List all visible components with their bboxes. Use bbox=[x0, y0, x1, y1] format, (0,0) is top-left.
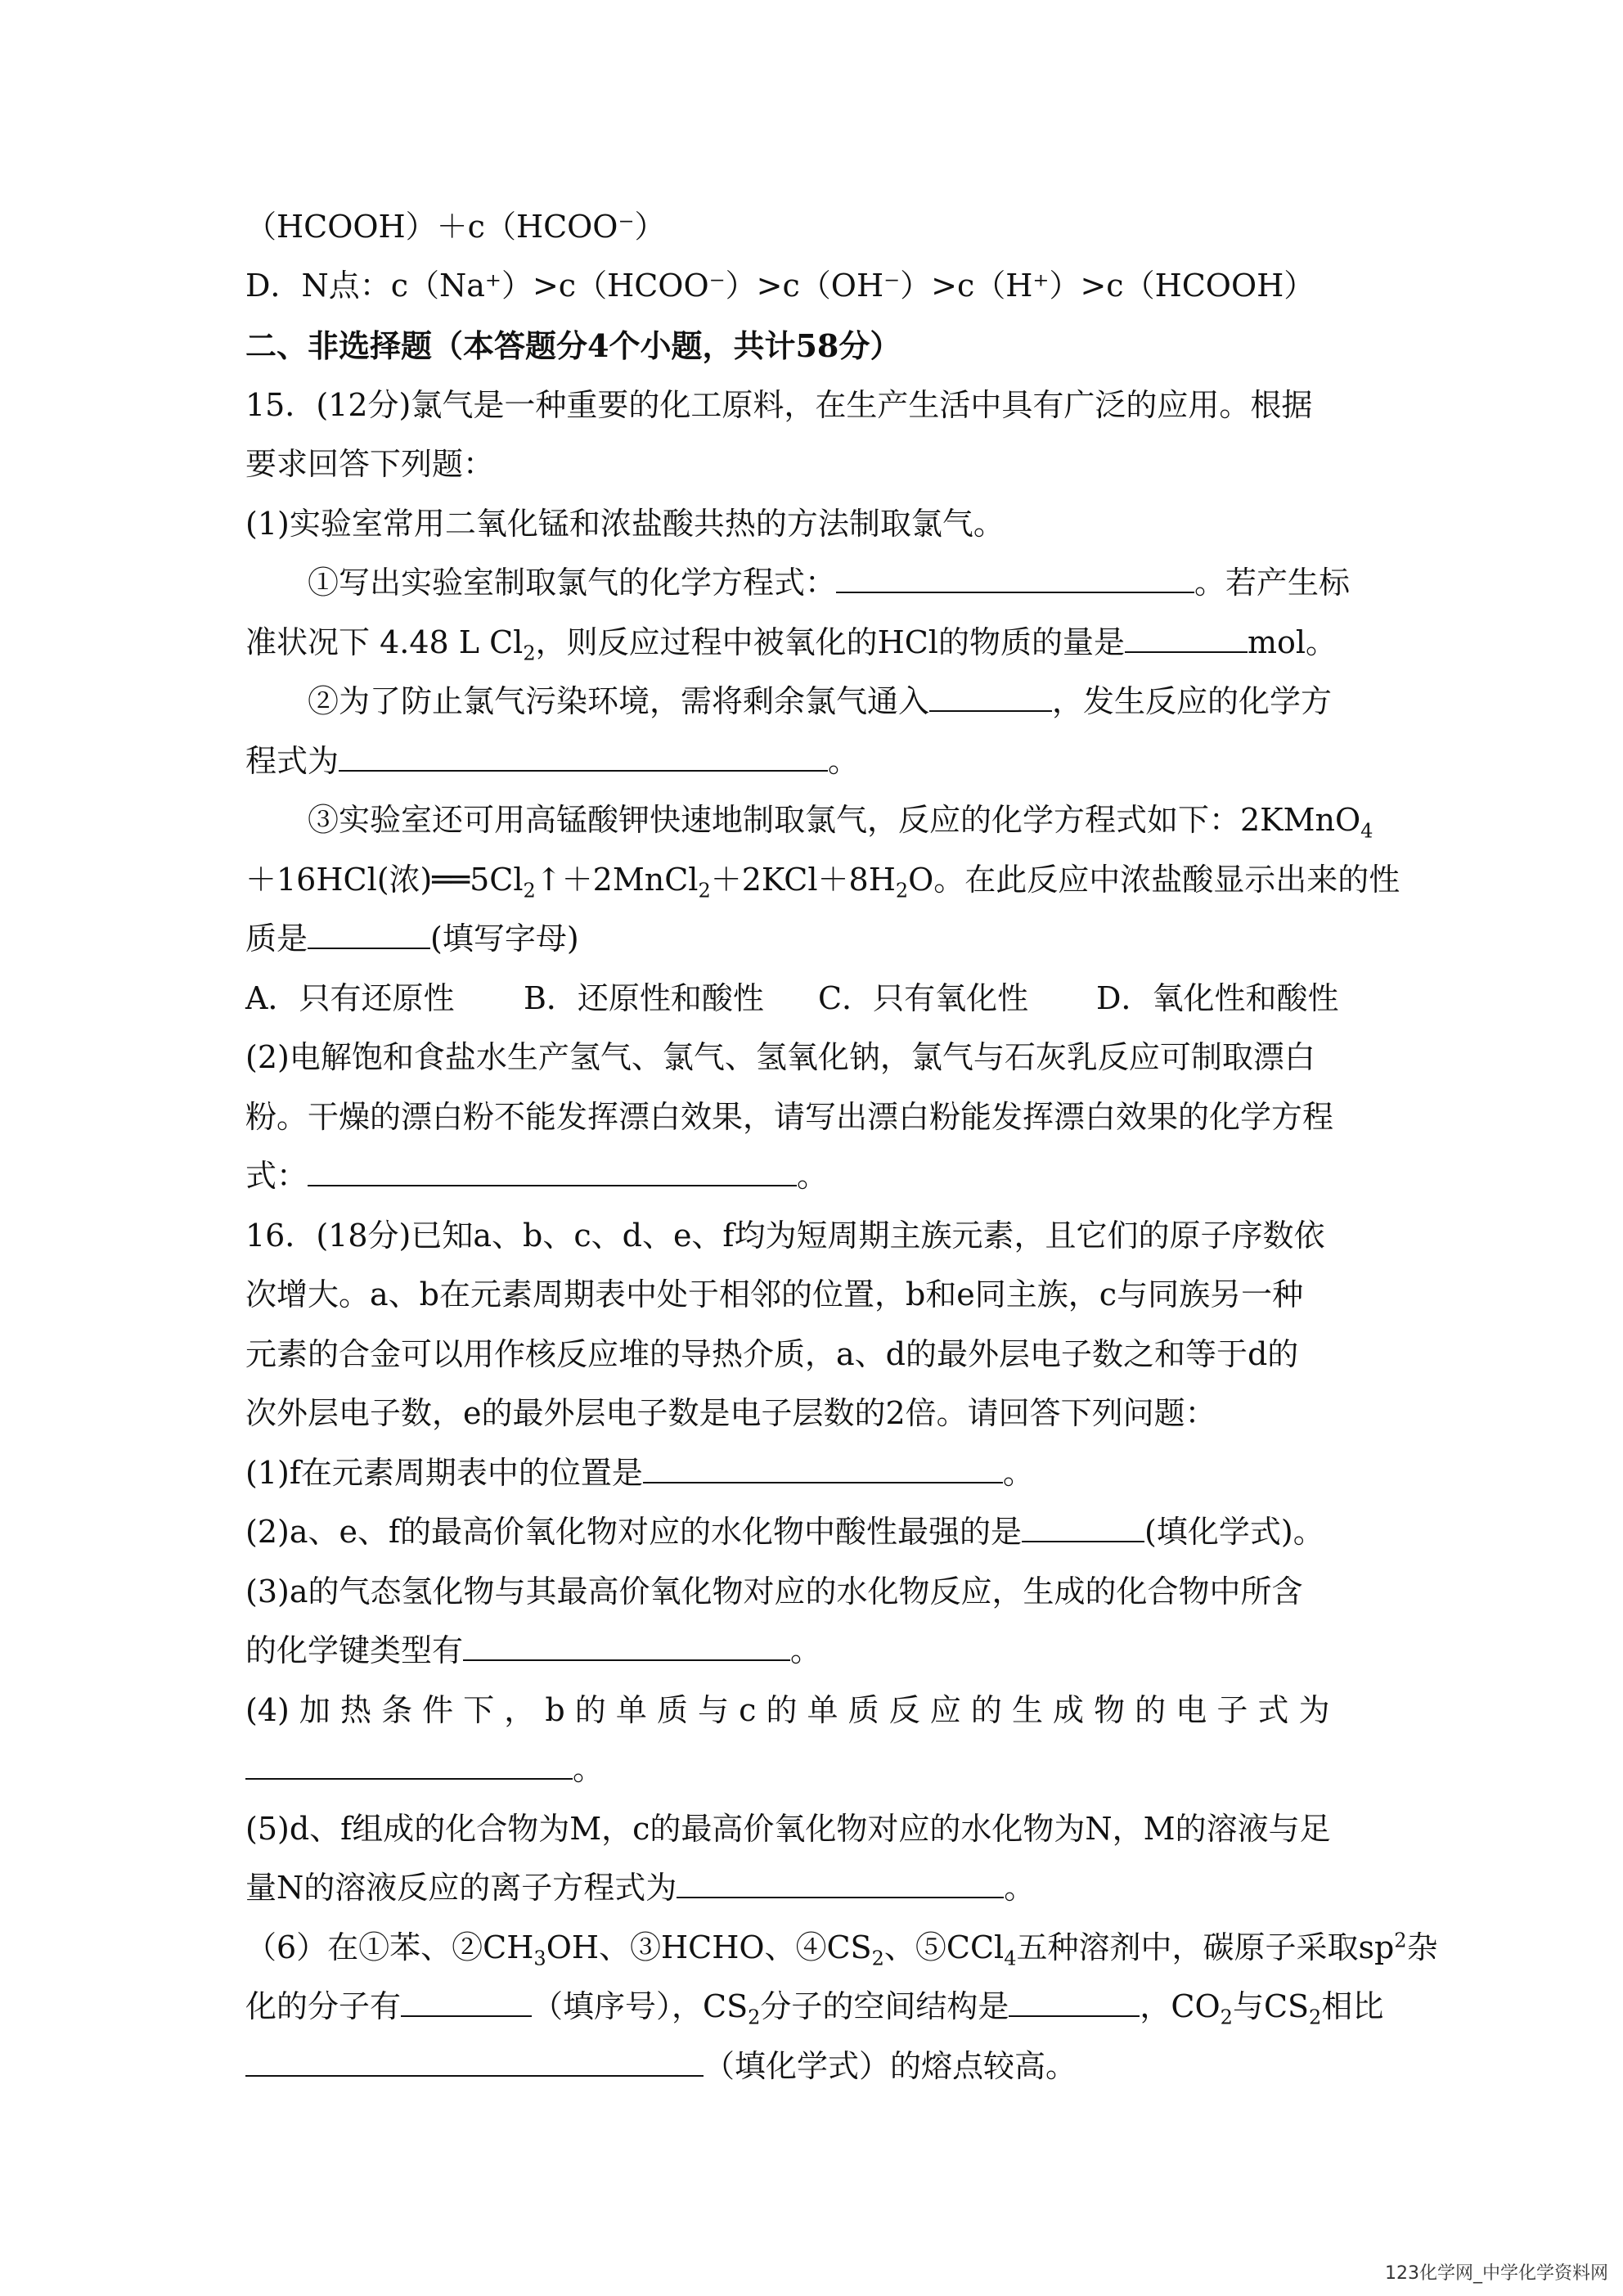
answer-blank-shape[interactable] bbox=[1009, 1986, 1140, 2017]
q16-part3-line2 bbox=[245, 1630, 1382, 1671]
answer-blank-property[interactable] bbox=[308, 918, 430, 949]
q16-part2 bbox=[245, 1511, 1382, 1552]
q16-part5-line1: (5)d、f组成的化合物为M，c的最高价氧化物对应的水化物为N，M的溶液与足 bbox=[245, 1811, 1331, 1847]
q16-part4-line1: (4) 加 热 条 件 下 ， b 的 单 质 与 c 的 单 质 反 应 的 生 成 物 的 电 子 式 为 bbox=[245, 1692, 1330, 1728]
q15-sub3-text-f: 质是 bbox=[245, 921, 308, 957]
q15-sub2-line1 bbox=[245, 681, 1382, 722]
answer-blank-position[interactable] bbox=[643, 1452, 1003, 1483]
q15-sub1-text-a: ①写出实验室制取氯气的化学方程式： bbox=[308, 565, 837, 601]
q16-part6-line1 bbox=[245, 1927, 1438, 1970]
option-b[interactable]: B．还原性和酸性 bbox=[524, 980, 764, 1016]
q15-sub1-text-d: ，则反应过程中被氧化的HCl的物质的量是 bbox=[535, 624, 1125, 660]
answer-blank-strongest-acid[interactable] bbox=[1022, 1511, 1144, 1542]
q16-part5-text-b: 量N的溶液反应的离子方程式为 bbox=[245, 1870, 677, 1906]
section-title: 二、非选择题（本答题分4个小题，共计58分） bbox=[245, 327, 901, 364]
q16-part1-text-b: 。 bbox=[1002, 1455, 1034, 1491]
q16-part6-text-c: 、⑤CCl bbox=[883, 1929, 1005, 1965]
q16-part1-text-a: (1)f在元素周期表中的位置是 bbox=[245, 1455, 643, 1491]
q16-part6-text-g: （填序号），CS bbox=[532, 1988, 749, 2024]
q15-part2-text-d: 。 bbox=[797, 1158, 829, 1194]
q15-sub2-text-c: 程式为 bbox=[245, 743, 339, 779]
q15-sub3-text-c: ↑＋2MnCl bbox=[535, 862, 699, 898]
q16-part6-text-b: OH、③HCHO、④CS bbox=[546, 1929, 872, 1965]
subscript: 4 bbox=[1360, 819, 1373, 843]
answer-blank-ionic-equation[interactable] bbox=[677, 1867, 1004, 1898]
q15-part1: (1)实验室常用二氧化锰和浓盐酸共热的方法制取氯气。 bbox=[245, 506, 1005, 542]
q16-part2-text-a: (2)a、e、f的最高价氧化物对应的水化物中酸性最强的是 bbox=[245, 1514, 1023, 1550]
q15-part2-line2: 粉。干燥的漂白粉不能发挥漂白效果，请写出漂白粉能发挥漂白效果的化学方程 bbox=[245, 1099, 1334, 1135]
q15-options bbox=[245, 978, 1382, 1019]
q15-sub2-text-a: ②为了防止氯气污染环境，需将剩余氯气通入 bbox=[308, 683, 930, 719]
subscript: 2 bbox=[523, 642, 536, 665]
q16-part6-text-j: 与CS bbox=[1232, 1988, 1310, 2024]
q15-sub3-text-e: O。在此反应中浓盐酸显示出来的性 bbox=[908, 862, 1400, 898]
subscript: 2 bbox=[523, 879, 536, 903]
q16-part6-text-h: 分子的空间结构是 bbox=[760, 1988, 1009, 2024]
answer-blank-bond-type[interactable] bbox=[463, 1630, 790, 1661]
q15-stem-line2: 要求回答下列题： bbox=[245, 446, 495, 482]
document-page bbox=[245, 0, 1438, 2296]
q16-stem-line4: 次外层电子数，e的最外层电子数是电子层数的2倍。请回答下列问题： bbox=[245, 1395, 1216, 1431]
subscript: 2 bbox=[871, 1947, 884, 1970]
q15-sub1-text-b: 。若产生标 bbox=[1194, 565, 1351, 601]
prev-option-d: D．N点：c（Na⁺）>c（HCOO⁻）>c（OH⁻）>c（H⁺）>c（HCOOH） bbox=[245, 268, 1315, 304]
q15-sub1-text-c: 准状况下 4.48 L Cl bbox=[245, 624, 524, 660]
q15-sub1-line1 bbox=[245, 562, 1382, 603]
q15-sub2-text-d: 。 bbox=[828, 743, 860, 779]
subscript: 2 bbox=[698, 879, 711, 903]
q16-part6-text-k: 相比 bbox=[1321, 1988, 1384, 2024]
q16-stem-line3: 元素的合金可以用作核反应堆的导热介质，a、d的最外层电子数之和等于d的 bbox=[245, 1336, 1299, 1372]
q15-sub3-line2 bbox=[245, 859, 1400, 903]
subscript: 4 bbox=[1004, 1947, 1017, 1970]
option-a[interactable]: A．只有还原性 bbox=[245, 980, 455, 1016]
answer-blank-bleach-equation[interactable] bbox=[308, 1155, 797, 1186]
subscript: 2 bbox=[1220, 2006, 1233, 2029]
q16-part1 bbox=[245, 1452, 1382, 1493]
q15-sub3-line1 bbox=[245, 799, 1382, 843]
q16-stem-line1: 16．(18分)已知a、b、c、d、e、f均为短周期主族元素，且它们的原子序数依 bbox=[245, 1218, 1325, 1254]
q15-stem-line1: 15．(12分)氯气是一种重要的化工原料，在生产生活中具有广泛的应用。根据 bbox=[245, 387, 1313, 423]
q16-part3-line1: (3)a的气态氢化物与其最高价氧化物对应的水化物反应，生成的化合物中所含 bbox=[245, 1573, 1303, 1609]
answer-blank-higher-melting[interactable] bbox=[245, 2046, 704, 2077]
answer-blank-equation[interactable] bbox=[836, 562, 1194, 593]
superscript: 2 bbox=[1394, 1929, 1407, 1952]
q15-sub1-text-e: mol。 bbox=[1247, 624, 1338, 660]
q16-part4-line2 bbox=[245, 1749, 1382, 1790]
q16-part6-text-i: ，CO bbox=[1140, 1988, 1221, 2024]
option-d[interactable]: D．氧化性和酸性 bbox=[1096, 980, 1339, 1016]
q16-part6-line2 bbox=[245, 1986, 1382, 2027]
q16-part6-text-d: 五种溶剂中，碳原子采取sp bbox=[1016, 1929, 1395, 1965]
q16-part6-text-l: （填化学式）的熔点较高。 bbox=[704, 2048, 1077, 2084]
q16-part6-text-f: 化的分子有 bbox=[245, 1988, 402, 2024]
q16-part3-text-c: 。 bbox=[790, 1632, 822, 1668]
q16-part6-line3 bbox=[245, 2046, 1382, 2087]
q16-part5-line2 bbox=[245, 1867, 1382, 1908]
q15-sub2-text-b: ，发生反应的化学方 bbox=[1052, 683, 1333, 719]
q15-sub3-text-d: ＋2KCl＋8H bbox=[710, 862, 896, 898]
q16-part6-text-a: （6）在①苯、②CH bbox=[245, 1929, 534, 1965]
q16-part5-text-c: 。 bbox=[1004, 1870, 1036, 1906]
q16-stem-line2: 次增大。a、b在元素周期表中处于相邻的位置，b和e同主族，c与同族另一种 bbox=[245, 1276, 1304, 1312]
subscript: 2 bbox=[748, 2006, 761, 2029]
prev-option-c-continuation: （HCOOH）＋c（HCOO⁻） bbox=[245, 209, 666, 245]
answer-blank-electron-formula[interactable] bbox=[245, 1749, 573, 1780]
answer-blank-sp2-molecules[interactable] bbox=[401, 1986, 532, 2017]
q15-sub2-line2 bbox=[245, 741, 1382, 781]
subscript: 2 bbox=[1309, 2006, 1322, 2029]
q15-sub3-text-b: ＋16HCl(浓)══5Cl bbox=[245, 862, 524, 898]
q15-part2-line3 bbox=[245, 1155, 1382, 1196]
subscript: 2 bbox=[895, 879, 909, 903]
subscript: 3 bbox=[533, 1947, 546, 1970]
q16-part3-text-b: 的化学键类型有 bbox=[245, 1632, 464, 1668]
q15-sub3-line3 bbox=[245, 918, 1382, 959]
q16-part2-text-b: (填化学式)。 bbox=[1144, 1514, 1324, 1550]
q15-sub1-line2 bbox=[245, 622, 1382, 663]
option-c[interactable]: C．只有氧化性 bbox=[818, 980, 1029, 1016]
answer-blank-mol[interactable] bbox=[1125, 622, 1248, 653]
answer-blank-absorbent[interactable] bbox=[929, 681, 1052, 712]
q16-part4-text-b: 。 bbox=[573, 1751, 605, 1787]
q15-sub3-text-g: (填写字母) bbox=[430, 921, 579, 957]
answer-blank-equation2[interactable] bbox=[339, 741, 828, 772]
footer-watermark: 123化学网_中学化学资料网 bbox=[1385, 2263, 1608, 2284]
q15-part2-line1: (2)电解饱和食盐水生产氢气、氯气、氢氧化钠，氯气与石灰乳反应可制取漂白 bbox=[245, 1039, 1315, 1075]
q15-sub3-text-a: ③实验室还可用高锰酸钾快速地制取氯气，反应的化学方程式如下：2KMnO bbox=[308, 802, 1361, 838]
q16-part6-text-e: 杂 bbox=[1406, 1929, 1438, 1965]
q15-part2-text-c: 式： bbox=[245, 1158, 308, 1194]
